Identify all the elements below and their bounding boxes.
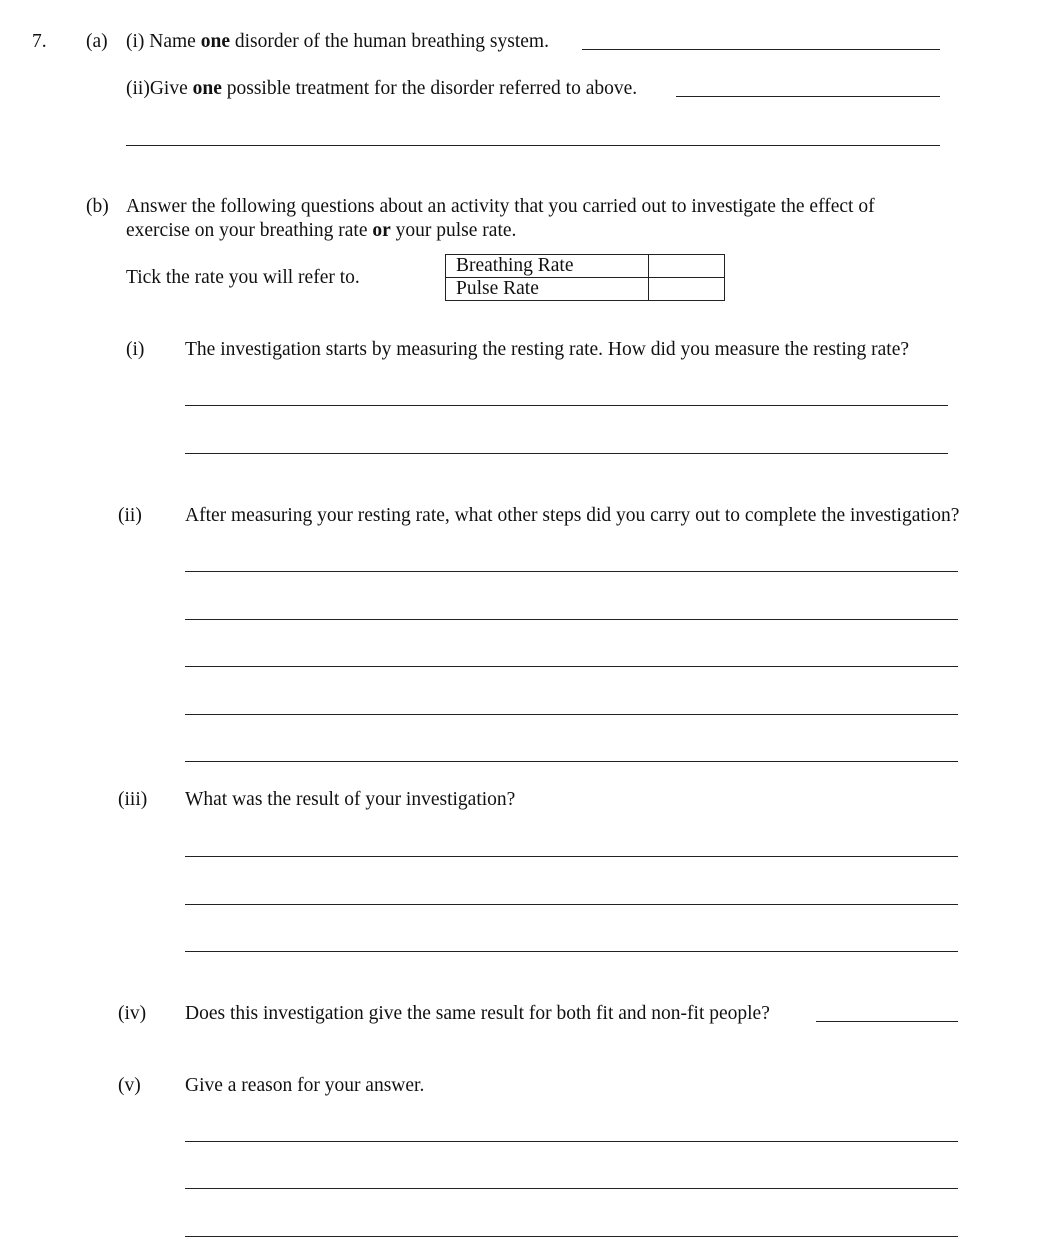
sub-v-label: (v): [118, 1075, 141, 1096]
part-a-ii-label: (ii): [126, 78, 150, 99]
tick-option-label: Pulse Rate: [446, 278, 649, 301]
tick-prompt: Tick the rate you will refer to.: [126, 267, 360, 288]
tick-table: [445, 254, 725, 301]
answer-line-b-ii-4[interactable]: [185, 714, 958, 715]
answer-line-b-i-1[interactable]: [185, 405, 948, 406]
sub-iv-question: Does this investigation give the same result for both fit and non-fit people?: [185, 1003, 770, 1024]
tick-box-breathing-rate[interactable]: [649, 255, 725, 278]
sub-iii-label: (iii): [118, 789, 148, 810]
answer-line-b-iv[interactable]: [816, 1021, 958, 1022]
sub-ii-label: (ii): [118, 505, 142, 526]
answer-line-b-v-1[interactable]: [185, 1141, 958, 1142]
answer-line-b-v-3[interactable]: [185, 1236, 958, 1237]
answer-line-b-iii-3[interactable]: [185, 951, 958, 952]
part-a-i-prompt: (i) Name one disorder of the human breathing system.: [126, 31, 549, 52]
answer-line-b-ii-5[interactable]: [185, 761, 958, 762]
sub-ii-question: After measuring your resting rate, what other steps did you carry out to complete the investigation?: [185, 505, 960, 526]
answer-line-a-ii-2[interactable]: [126, 145, 940, 146]
question-number: 7.: [32, 31, 47, 52]
tick-row-pulse: [446, 278, 725, 301]
part-a-i-label: (i): [126, 31, 145, 52]
answer-line-b-ii-2[interactable]: [185, 619, 958, 620]
part-b-intro-line1: Answer the following questions about an activity that you carried out to investigate the effect of: [126, 196, 875, 217]
sub-iv-label: (iv): [118, 1003, 147, 1024]
part-a-ii-prompt: (ii)Give one possible treatment for the disorder referred to above.: [126, 78, 638, 99]
sub-v-question: Give a reason for your answer.: [185, 1075, 425, 1096]
answer-line-a-i[interactable]: [582, 49, 940, 50]
part-a-label: (a): [86, 31, 108, 52]
part-b-intro-line2: exercise on your breathing rate or your pulse rate.: [126, 220, 517, 241]
tick-option-label: Breathing Rate: [446, 255, 649, 278]
answer-line-b-iii-2[interactable]: [185, 904, 958, 905]
sub-iii-question: What was the result of your investigation?: [185, 789, 516, 810]
tick-box-pulse-rate[interactable]: [649, 278, 725, 301]
tick-row-breathing: [446, 255, 725, 278]
answer-line-b-iii-1[interactable]: [185, 856, 958, 857]
sub-i-question: The investigation starts by measuring the resting rate. How did you measure the resting rate?: [185, 339, 910, 360]
answer-line-b-ii-3[interactable]: [185, 666, 958, 667]
sub-i-label: (i): [126, 339, 145, 360]
answer-line-a-ii[interactable]: [676, 96, 940, 97]
answer-line-b-i-2[interactable]: [185, 453, 948, 454]
answer-line-b-v-2[interactable]: [185, 1188, 958, 1189]
part-b-label: (b): [86, 196, 109, 217]
answer-line-b-ii-1[interactable]: [185, 571, 958, 572]
